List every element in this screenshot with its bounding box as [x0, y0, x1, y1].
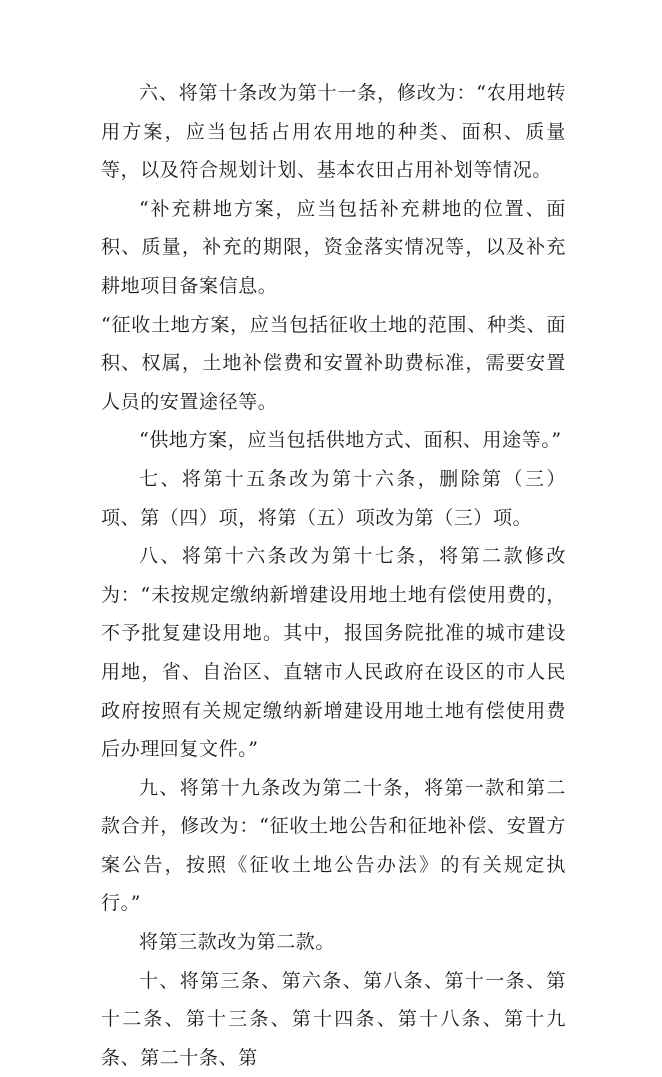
- paragraph-article-6: 六、将第十条改为第十一条，修改为：“农用地转用方案，应当包括占用农用地的种类、面积、质量等，以及符合规划计划、基本农田占用补划等情况。: [101, 82, 566, 182]
- paragraph-article-10: 十、将第三条、第六条、第八条、第十一条、第十二条、第十三条、第十四条、第十八条、第十九条、第二十条、第: [101, 969, 566, 1069]
- paragraph-land-supply-plan: “供地方案，应当包括供地方式、面积、用途等。”: [139, 429, 562, 452]
- paragraph-article-7: 七、将第十五条改为第十六条，删除第（三）项、第（四）项，将第（五）项改为第（三）项。: [101, 467, 566, 529]
- paragraph-third-clause: 将第三款改为第二款。: [139, 931, 336, 954]
- paragraph-article-9: 九、将第十九条改为第二十条，将第一款和第二款合并，修改为：“征收土地公告和征地补偿、安置方案公告，按照《征收土地公告办法》的有关规定执行。”: [101, 776, 566, 915]
- paragraph-supplementary-farmland-plan: “补充耕地方案，应当包括补充耕地的位置、面积、质量，补充的期限，资金落实情况等，以及补充耕地项目备案信息。: [101, 197, 566, 297]
- paragraph-land-expropriation-plan: “征收土地方案，应当包括征收土地的范围、种类、面积、权属，土地补偿费和安置补助费标准，需要安置人员的安置途径等。: [101, 313, 566, 413]
- paragraph-article-8: 八、将第十六条改为第十七条，将第二款修改为：“未按规定缴纳新增建设用地土地有偿使用费的，不予批复建设用地。其中，报国务院批准的城市建设用地，省、自治区、直辖市人民政府在设区的市人民政府按照有关规定缴纳新增建设用地土地有偿使用费后办理回复文件。”: [101, 545, 566, 761]
